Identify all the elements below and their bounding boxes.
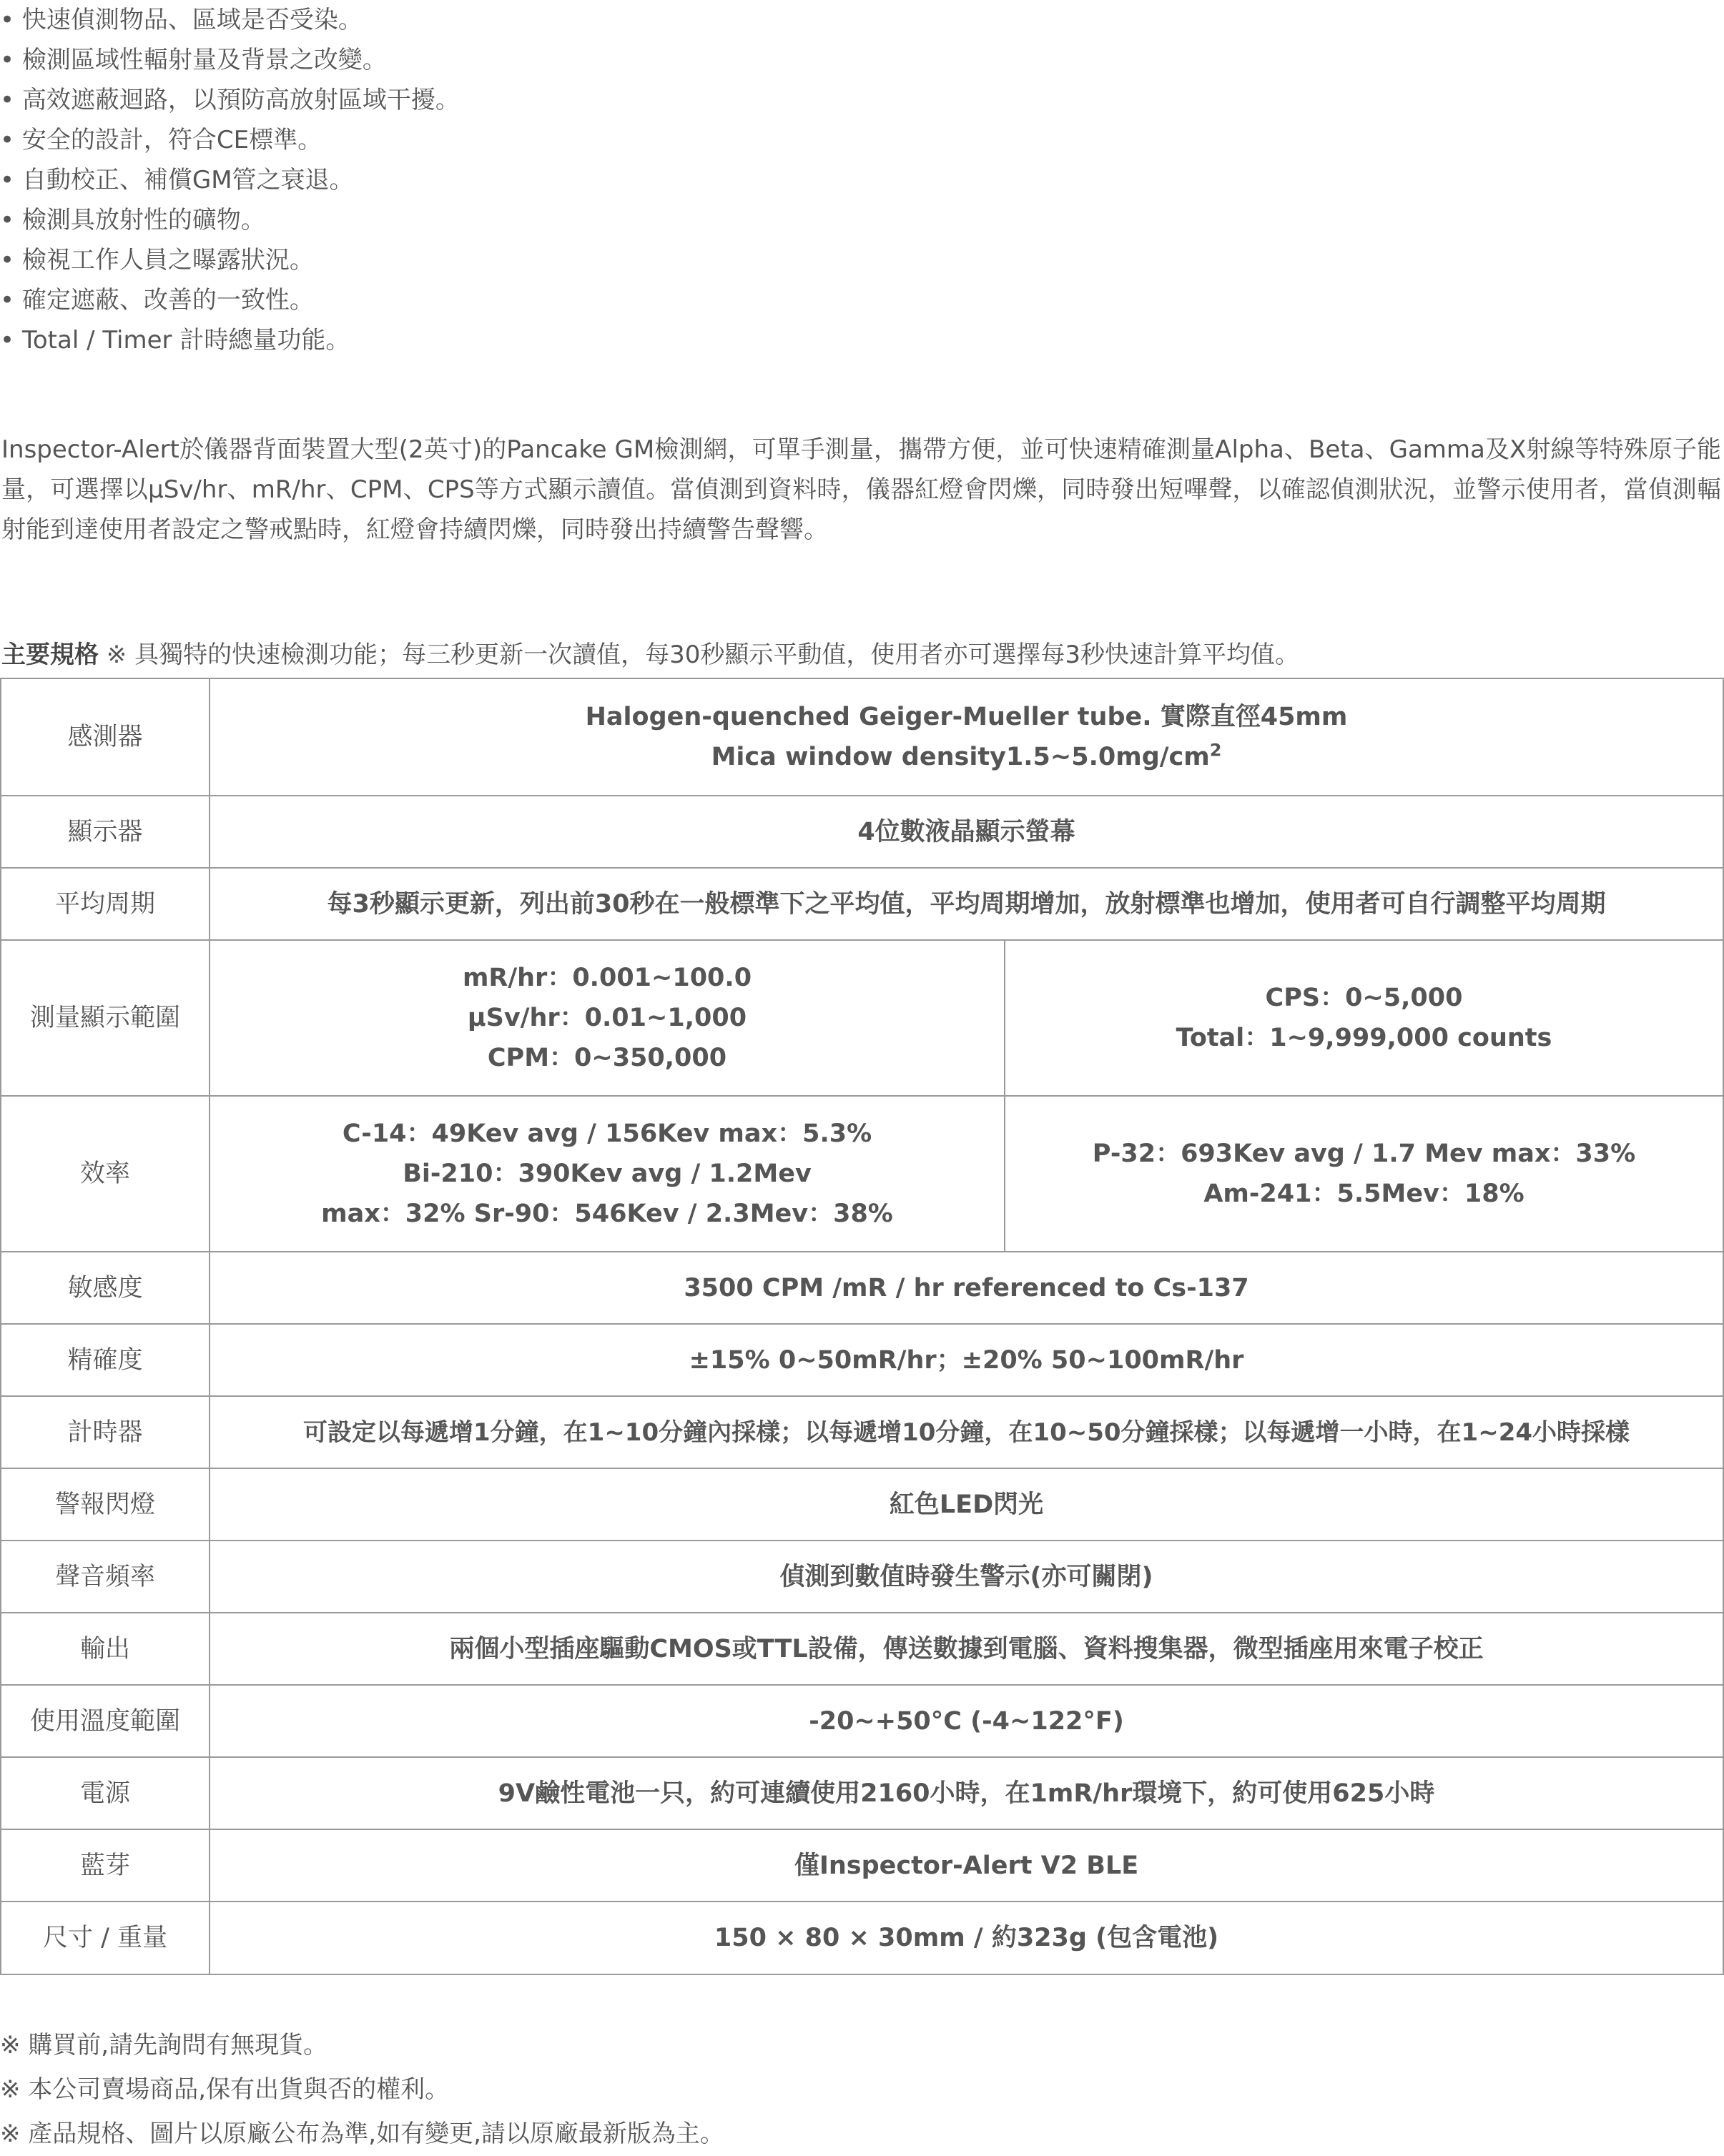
spec-value: 紅色LED閃光 xyxy=(210,1468,1723,1541)
note-item: ※ 購買前,請先詢問有無現貨。 xyxy=(0,2031,328,2059)
feature-item: • 檢視工作人員之曝露狀況。 xyxy=(0,246,314,275)
spec-row-timer xyxy=(1,1396,1723,1468)
spec-label: 敏感度 xyxy=(1,1252,210,1324)
spec-value-line: Am-241：5.5Mev：18% xyxy=(1203,1180,1524,1208)
spec-row-sensor xyxy=(1,678,1723,796)
spec-label: 計時器 xyxy=(1,1396,210,1468)
spec-label: 效率 xyxy=(1,1096,210,1252)
spec-label: 使用溫度範圍 xyxy=(1,1685,210,1757)
spec-row-alarm-light xyxy=(1,1468,1723,1541)
spec-value-line: Bi-210：390Kev avg / 1.2Mev xyxy=(403,1159,812,1188)
spec-row-sound xyxy=(1,1541,1723,1613)
spec-label: 電源 xyxy=(1,1757,210,1829)
feature-item: • 檢測區域性輻射量及背景之改變。 xyxy=(0,46,387,74)
spec-value-text: Mica window density1.5~5.0mg/cm xyxy=(711,743,1210,771)
spec-value-line: CPS：0~5,000 xyxy=(1265,984,1463,1012)
feature-item: • 快速偵測物品、區域是否受染。 xyxy=(0,6,363,34)
spec-value-line: CPM：0~350,000 xyxy=(487,1044,727,1072)
spec-heading-title: 主要規格 xyxy=(1,641,99,669)
spec-value: 兩個小型插座驅動CMOS或TTL設備，傳送數據到電腦、資料搜集器，微型插座用來電子校正 xyxy=(210,1613,1723,1685)
spec-row-range xyxy=(1,940,1723,1096)
spec-row-display xyxy=(1,796,1723,868)
spec-value-left xyxy=(210,1096,1005,1252)
spec-value-line: C-14：49Kev avg / 156Kev max：5.3% xyxy=(342,1119,872,1148)
spec-label: 尺寸 / 重量 xyxy=(1,1902,210,1974)
spec-value: 偵測到數值時發生警示(亦可關閉) xyxy=(210,1541,1723,1613)
feature-item: • 高效遮蔽迴路，以預防高放射區域干擾。 xyxy=(0,86,460,114)
spec-row-average-period xyxy=(1,868,1723,940)
note-item: ※ 產品規格、圖片以原廠公布為準,如有變更,請以原廠最新版為主。 xyxy=(0,2120,724,2148)
spec-label: 藍芽 xyxy=(1,1829,210,1902)
intro-paragraph: Inspector-Alert於儀器背面裝置大型(2英寸)的Pancake GM檢測網，可單手測量，攜帶方便，並可快速精確測量Alpha、Beta、Gamma及X射線等特殊原子能量，可選擇以μSv/hr、mR/hr、CPM、CPS等方式顯示讀值。當偵測到資料時，儀器紅燈會閃爍，同時發出短嗶聲，以確認偵測狀況，並警示使用者，當偵測輻射能到達使用者設定之警戒點時，紅燈會持續閃爍，同時發出持續警告聲響。 xyxy=(1,435,1721,544)
spec-row-power xyxy=(1,1757,1723,1829)
spec-row-bluetooth xyxy=(1,1829,1723,1902)
spec-label: 輸出 xyxy=(1,1613,210,1685)
feature-list xyxy=(0,0,1724,360)
feature-item: • Total / Timer 計時總量功能。 xyxy=(0,326,350,355)
feature-item: • 安全的設計，符合CE標準。 xyxy=(0,126,322,154)
spec-label: 精確度 xyxy=(1,1324,210,1396)
spec-row-temperature xyxy=(1,1685,1723,1757)
spec-value-line xyxy=(217,737,1715,777)
spec-value: 3500 CPM /mR / hr referenced to Cs-137 xyxy=(210,1252,1723,1324)
spec-value-line: Halogen-quenched Geiger-Mueller tube. 實際直徑45mm xyxy=(585,703,1348,731)
spec-value: ±15% 0~50mR/hr；±20% 50~100mR/hr xyxy=(210,1324,1723,1396)
spec-value: -20~+50°C (-4~122°F) xyxy=(210,1685,1723,1757)
spec-label: 感測器 xyxy=(1,678,210,796)
spec-value-right xyxy=(1005,940,1723,1096)
spec-label: 聲音頻率 xyxy=(1,1541,210,1613)
spec-value xyxy=(210,678,1723,796)
spec-value-line: max：32% Sr-90：546Kev / 2.3Mev：38% xyxy=(321,1200,893,1228)
spec-value-line: mR/hr：0.001~100.0 xyxy=(462,964,752,992)
feature-item: • 自動校正、補償GM管之衰退。 xyxy=(0,166,354,194)
note-item: ※ 本公司賣場商品,保有出貨與否的權利。 xyxy=(0,2075,450,2104)
spec-value-line: μSv/hr：0.01~1,000 xyxy=(467,1004,747,1032)
spec-label: 警報閃燈 xyxy=(1,1468,210,1541)
spec-value: 每3秒顯示更新，列出前30秒在一般標準下之平均值，平均周期增加，放射標準也增加，使用者可自行調整平均周期 xyxy=(210,868,1723,940)
spec-value: 9V鹼性電池一只，約可連續使用2160小時，在1mR/hr環境下，約可使用625小時 xyxy=(210,1757,1723,1829)
spec-value-line: P-32：693Kev avg / 1.7 Mev max：33% xyxy=(1092,1139,1636,1168)
spec-row-sensitivity xyxy=(1,1252,1723,1324)
spec-value-line: Total：1~9,999,000 counts xyxy=(1176,1024,1552,1052)
spec-row-accuracy xyxy=(1,1324,1723,1396)
notes-list xyxy=(0,2023,724,2156)
spec-value: 可設定以每遞增1分鐘，在1~10分鐘內採樣；以每遞增10分鐘，在10~50分鐘採樣；以每遞增一小時，在1~24小時採樣 xyxy=(210,1396,1723,1468)
spec-label: 平均周期 xyxy=(1,868,210,940)
spec-row-efficiency xyxy=(1,1096,1723,1252)
spec-row-size-weight xyxy=(1,1902,1723,1974)
spec-heading xyxy=(1,635,1299,675)
spec-heading-note: ※ 具獨特的快速檢測功能；每三秒更新一次讀值，每30秒顯示平動值，使用者亦可選擇每3秒快速計算平均值。 xyxy=(99,641,1299,669)
superscript: 2 xyxy=(1209,740,1222,761)
spec-row-output xyxy=(1,1613,1723,1685)
feature-item: • 確定遮蔽、改善的一致性。 xyxy=(0,286,314,315)
spec-value: 僅Inspector-Alert V2 BLE xyxy=(210,1829,1723,1902)
spec-value-right xyxy=(1005,1096,1723,1252)
spec-value-left xyxy=(210,940,1005,1096)
feature-item: • 檢測具放射性的礦物。 xyxy=(0,206,265,234)
spec-table xyxy=(0,678,1724,1975)
spec-value: 4位數液晶顯示螢幕 xyxy=(210,796,1723,868)
spec-value: 150 × 80 × 30mm / 約323g (包含電池) xyxy=(210,1902,1723,1974)
spec-label: 測量顯示範圍 xyxy=(1,940,210,1096)
spec-label: 顯示器 xyxy=(1,796,210,868)
